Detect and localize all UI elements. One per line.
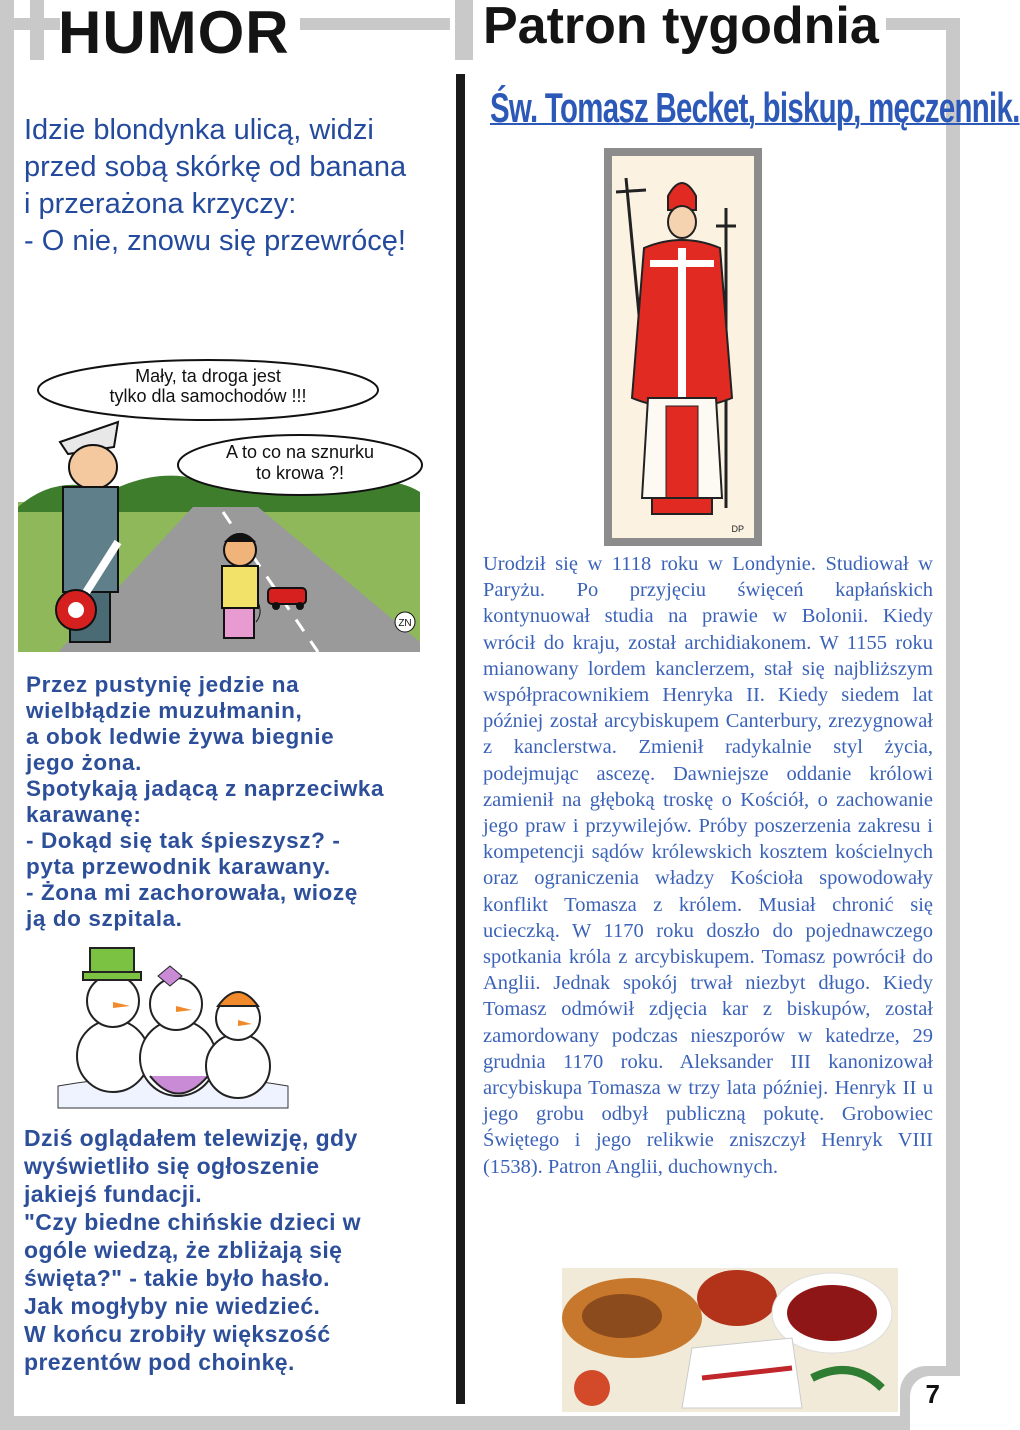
joke-line: Przez pustynię jedzie na [26,672,300,697]
page-frame-right [946,18,960,1378]
joke-line: pyta przewodnik karawany. [26,854,331,879]
joke-line: ogóle wiedzą, że zbliżają się [24,1237,343,1263]
joke-line: jakiejś fundacji. [24,1181,203,1207]
cartoon-signature: ZN [398,618,412,629]
page-number: 7 [925,1379,940,1409]
joke-line: i przerażona krzyczy: [24,188,297,220]
icon-signature: DP [731,524,744,534]
page-frame-top [300,18,450,30]
joke-line: wielbłądzie muzułmanin, [26,698,303,723]
saint-name: Św. Tomasz Becket, biskup, męczennik. [490,84,1020,131]
joke-line: - O nie, znowu się przewrócę! [24,225,406,257]
boy-figure [222,533,258,638]
header-block [30,0,44,60]
joke-line: Dziś oglądałem telewizję, gdy [24,1125,358,1151]
joke-line: karawanę: [26,802,142,827]
column-divider [456,74,465,1404]
policeman-figure [56,422,118,642]
header-block [455,0,473,60]
speech-bubble-text: Mały, ta droga jest [135,366,281,386]
page-frame-left [0,0,14,1430]
speech-bubble-text: to krowa ?! [255,463,345,483]
joke-line: - Dokąd się tak śpieszysz? - [26,828,341,853]
patron-title: Patron tygodnia [483,0,879,55]
speech-bubble-text: tylko dla samochodów !!! [109,386,307,406]
joke-line: a obok ledwie żywa biegnie [26,724,335,749]
snowmen-illustration [58,936,288,1108]
joke-line: Idzie blondynka ulicą, widzi [24,114,374,146]
road-cartoon [18,352,420,652]
joke-line: Spotykają jadącą z naprzeciwka [26,776,385,801]
joke-desert [26,672,446,932]
page-frame-bottom [0,1416,905,1430]
joke-charity [24,1124,444,1376]
joke-line: przed sobą skórkę od banana [24,151,407,183]
humor-title: HUMOR [58,0,290,66]
joke-blonde [24,112,444,260]
joke-line: "Czy biedne chińskie dzieci w [24,1209,361,1235]
joke-line: - Żona mi zachorowała, wiozę [26,880,358,905]
joke-line: ją do szpitala. [26,906,183,931]
joke-line: Jak mogłyby nie wiedzieć. [24,1293,321,1319]
joke-line: święta?" - takie było hasło. [24,1265,330,1291]
saint-icon-image [604,148,762,546]
joke-line: prezentów pod choinkę. [24,1349,295,1375]
saint-biography: Urodził się w 1118 roku w Londynie. Studiował w Paryżu. Po przyjęciu święceń kapłańskich kontynuował studia na prawie w Bolonii. Kiedy wrócił do kraju, został archidiakonem. W 1155 roku mianowany lordem kanclerzem, stał się najbliższym współpracownikiem Henryka II. Kiedy siedem lat później został arcybiskupem Canterbury, zrezygnował z kanclerstwa. Zmienił radykalnie styl życia, podejmując ascezę. Dawniejsze oddanie królowi zamienił na głęboką troskę o Kościół, o zachowanie jego praw i przywilejów. Próby poszerzenia zakresu i kompetencji sądów królewskich kosztem kościelnych oraz ograniczenia władzy Kościoła spowodowały konflikt Tomasza z królem. Musiał chronić się ucieczką. W 1170 roku doszło do pojednawczego spotkania króla z arcybiskupem. Tomasz powrócił do Anglii. Jednak spokój trwał niezbyt długo. Kiedy Tomasz odmówił zdjęcia kar z biskupów, został zamordowany podczas nieszporów w katedrze, 29 grudnia 1170 roku. Aleksander III kanonizował arcybiskupa Tomasza w trzy lata później. Henryk II u jego grobu odbył publiczną pokutę. Grobowiec Świętego i jego relikwie zniszczył Henryk VIII (1538). Patron Anglii, duchownych. [483,553,933,1178]
joke-line: jego żona. [26,750,143,775]
christmas-food-photo [562,1268,898,1412]
joke-line: wyświetliło się ogłoszenie [24,1153,320,1179]
speech-bubble-text: A to co na sznurku [225,442,375,462]
joke-line: W końcu zrobiły większość [24,1321,331,1347]
